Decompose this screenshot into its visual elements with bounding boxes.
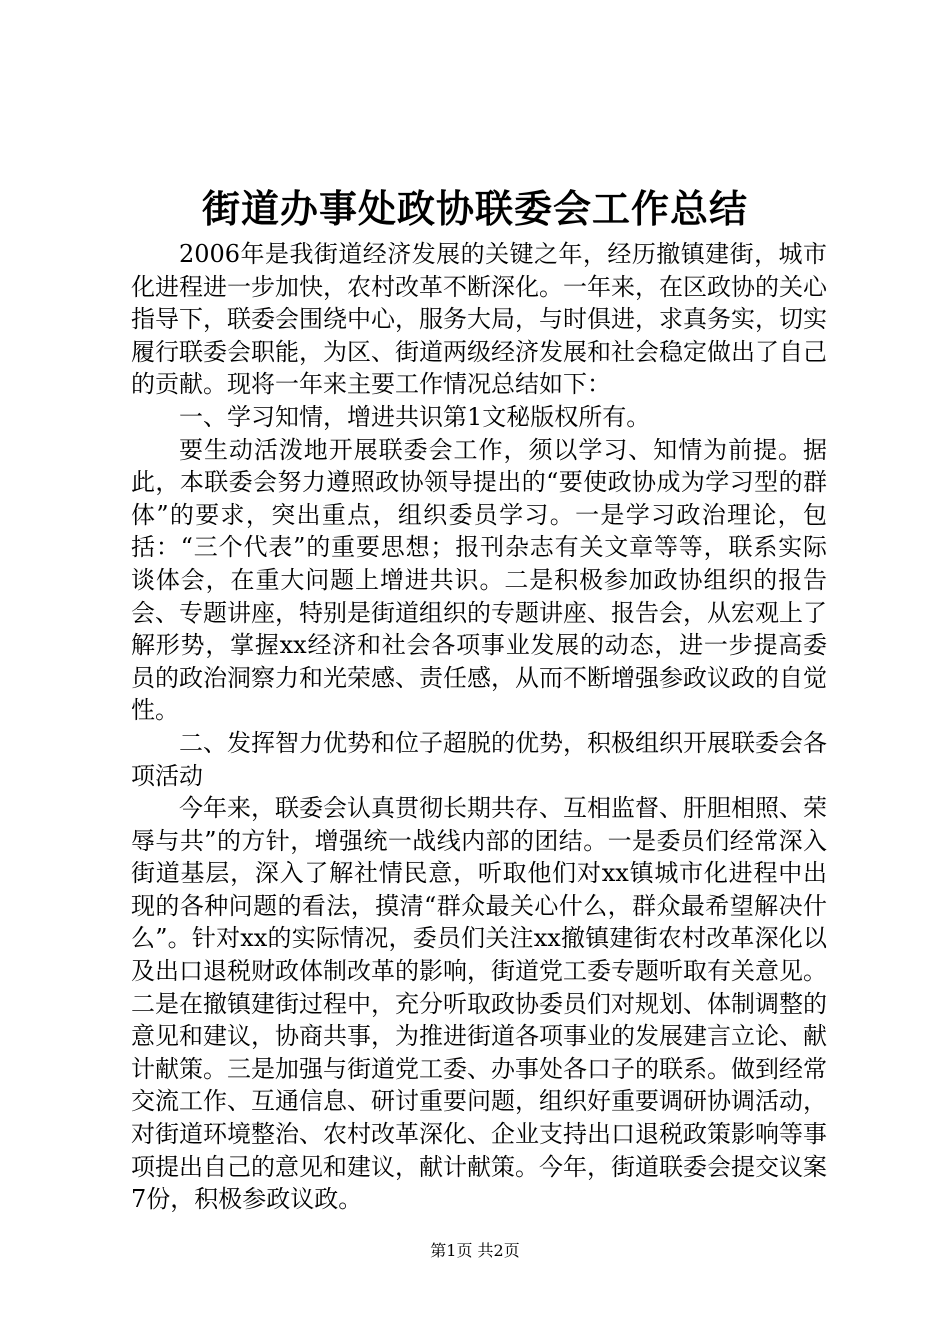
paragraph-intro: 2006年是我街道经济发展的关键之年，经历撤镇建街，城市化进程进一步加快，农村改革不断深化。一年来，在区政协的关心指导下，联委会围绕中心，服务大局，与时俱进，求真务实，切实履行联委会职能，为区、街道两级经济发展和社会稳定做出了自己的贡献。现将一年来主要工作情况总结如下： (131, 240, 827, 399)
paragraph-section-1: 要生动活泼地开展联委会工作，须以学习、知情为前提。据此，本联委会努力遵照政协领导提出的“要使政协成为学习型的群体”的要求，突出重点，组织委员学习。一是学习政治理论，包括：“三个代表”的重要思想；报刊杂志有关文章等等，联系实际谈体会，在重大问题上增进共识。二是积极参加政协组织的报告会、专题讲座，特别是街道组织的专题讲座、报告会，从宏观上了解形势，掌握xx经济和社会各项事业发展的动态，进一步提高委员的政治洞察力和光荣感、责任感，从而不断增强参政议政的自觉性。 (131, 435, 827, 725)
document-body (131, 238, 827, 1216)
document-title: 街道办事处政协联委会工作总结 (201, 186, 748, 231)
section-heading-2: 二、发挥智力优势和位子超脱的优势，积极组织开展联委会各项活动 (131, 728, 827, 790)
paragraph-section-2: 今年来，联委会认真贯彻长期共存、互相监督、肝胆相照、荣辱与共”的方针，增强统一战线内部的团结。一是委员们经常深入街道基层，深入了解社情民意，听取他们对xx镇城市化进程中出现的各种问题的看法，摸清“群众最关心什么，群众最希望解决什么”。针对xx的实际情况，委员们关注xx撤镇建街农村改革深化以及出口退税财政体制改革的影响，街道党工委专题听取有关意见。二是在撤镇建街过程中，充分听取政协委员们对规划、体制调整的意见和建议，协商共事，为推进街道各项事业的发展建言立论、献计献策。三是加强与街道党工委、办事处各口子的联系。做到经常交流工作、互通信息、研讨重要问题，组织好重要调研协调活动，对街道环境整治、农村改革深化、企业支持出口退税政策影响等事项提出自己的意见和建议，献计献策。今年，街道联委会提交议案7份，积极参政议政。 (131, 794, 827, 1214)
page-footer: 第1页 共2页 (430, 1241, 520, 1260)
section-heading-1: 一、学习知情，增进共识第1文秘版权所有。 (179, 402, 651, 431)
